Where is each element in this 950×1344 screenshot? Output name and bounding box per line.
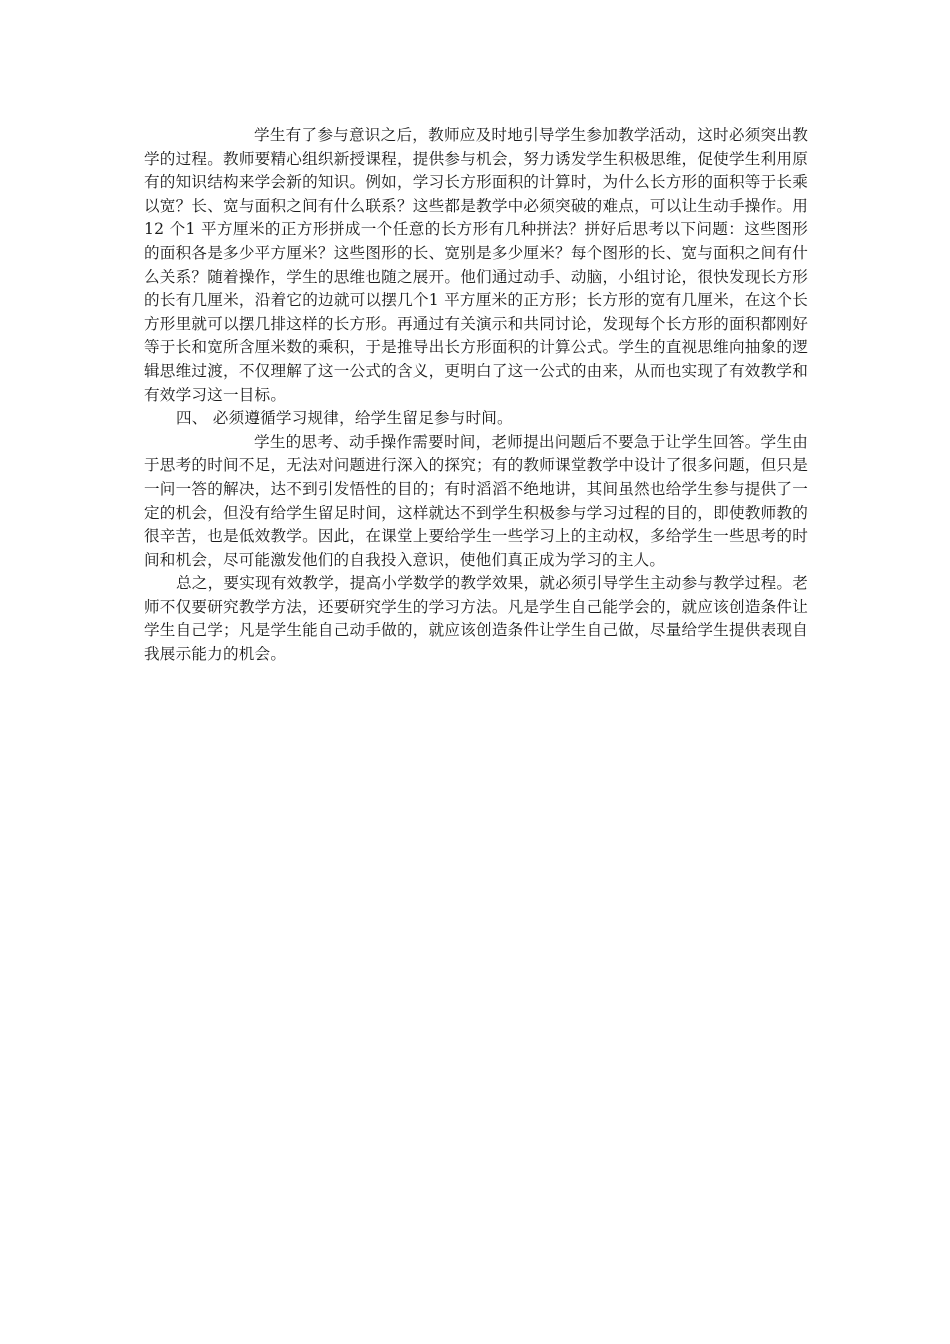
document-body: [144, 124, 808, 667]
paragraph-conclusion: 总之，要实现有效教学，提高小学数学的教学效果，就必须引导学生主动参与教学过程。老师不仅要研究教学方法，还要研究学生的学习方法。凡是学生自己能学会的，就应该创造条件让学生自己学；凡是学生能自己动手做的，就应该创造条件让学生自己做，尽量给学生提供表现自我展示能力的机会。: [144, 574, 808, 664]
paragraph-thinking-time: 学生的思考、动手操作需要时间，老师提出问题后不要急于让学生回答。学生由于思考的时间不足，无法对问题进行深入的探究；有的教师课堂教学中设计了很多问题，但只是一问一答的解决，达不到引发悟性的目的；有时滔滔不绝地讲，其间虽然也给学生参与提供了一定的机会，但没有给学生留足时间，这样就达不到学生积极参与学习过程的目的，即使教师教的很辛苦，也是低效教学。因此，在课堂上要给学生一些学习上的主动权，多给学生一些思考的时间和机会，尽可能激发他们的自我投入意识，使他们真正成为学习的主人。: [144, 432, 808, 569]
section-heading-four: 四、 必须遵循学习规律，给学生留足参与时间。: [176, 409, 513, 428]
paragraph-student-participation: 学生有了参与意识之后，教师应及时地引导学生参加教学活动，这时必须突出教学的过程。教师要精心组织新授课程，提供参与机会，努力诱发学生积极思维，促使学生利用原有的知识结构来学会新的知识。例如，学习长方形面积的计算时，为什么长方形的面积等于长乘以宽？长、宽与面积之间有什么联系？这些都是教学中必须突破的难点，可以让生动手操作。用12 个1 平方厘米的正方形拼成一个任意的长方形有几种拼法？拼好后思考以下问题：这些图形的面积各是多少平方厘米？这些图形的长、宽别是多少厘米？每个图形的长、宽与面积之间有什么关系？随着操作，学生的思维也随之展开。他们通过动手、动脑，小组讨论，很快发现长方形的长有几厘米，沿着它的边就可以摆几个1 平方厘米的正方形；长方形的宽有几厘米，在这个长方形里就可以摆几排这样的长方形。再通过有关演示和共同讨论，发现每个长方形的面积都刚好等于长和宽所含厘米数的乘积，于是推导出长方形面积的计算公式。学生的直视思维向抽象的逻辑思维过渡，不仅理解了这一公式的含义，更明白了这一公式的由来，从而也实现了有效教学和有效学习这一目标。: [144, 126, 808, 404]
